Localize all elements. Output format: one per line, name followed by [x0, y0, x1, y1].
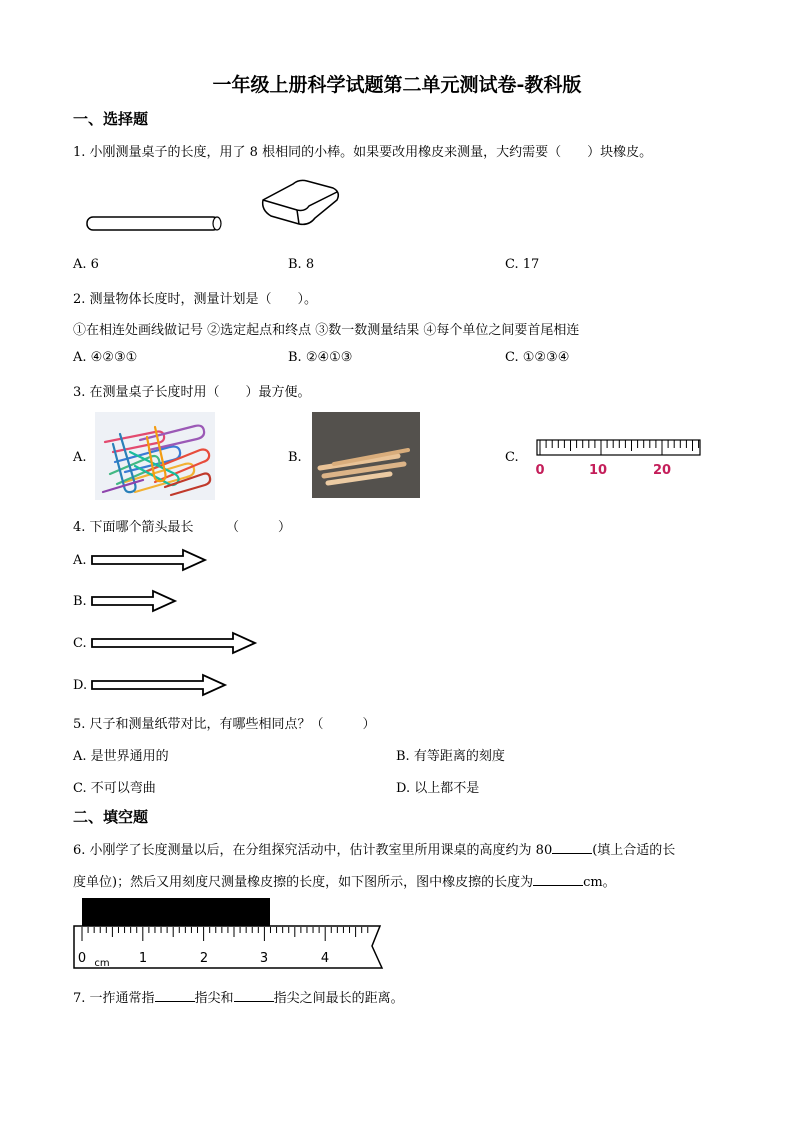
q6-blank-2[interactable] — [533, 873, 583, 886]
q2-option-b: B. ②④①③ — [288, 350, 353, 365]
ruler-image — [534, 436, 704, 480]
question-1-stem: 1. 小刚测量桌子的长度，用了 8 根相同的小棒。如果要改用橡皮来测量，大约需要（ ）块橡皮。 — [73, 145, 653, 160]
page-title: 一年级上册科学试题第二单元测试卷-教科版 — [212, 74, 582, 96]
q5-option-c: C. 不可以弯曲 — [73, 781, 156, 796]
question-6-line-1 — [73, 839, 675, 858]
ruler-label-10: 10 — [588, 463, 608, 478]
q6-line2-post: cm。 — [583, 875, 616, 890]
q1-option-c: C. 17 — [505, 257, 540, 272]
q2-option-a: A. ④②③① — [73, 350, 138, 365]
q2-option-c: C. ①②③④ — [505, 350, 570, 365]
q4-option-b: B. — [73, 594, 87, 609]
q6-ruler-label-2: 2 — [199, 951, 209, 966]
q5-option-d: D. 以上都不是 — [396, 781, 480, 796]
q3-option-a: A. — [73, 450, 87, 465]
q6-ruler-label-1: 1 — [138, 951, 148, 966]
q6-line2-pre: 度单位)；然后又用刻度尺测量橡皮擦的长度，如下图所示，图中橡皮擦的长度为 — [73, 875, 534, 890]
q7-pre: 7. 一拃通常指 — [73, 991, 155, 1006]
question-6-line-2 — [73, 871, 616, 890]
question-4-stem: 4. 下面哪个箭头最长 （ ） — [73, 520, 292, 535]
sticks-photo-image — [312, 412, 420, 498]
q6-ruler-label-3: 3 — [259, 951, 269, 966]
q4-option-a: A. — [73, 553, 87, 568]
q3-option-b: B. — [288, 450, 302, 465]
question-2-stem: 2. 测量物体长度时，测量计划是（ ）。 — [73, 292, 318, 307]
q6-ruler-label-4: 4 — [320, 951, 330, 966]
ruler-eraser-diagram — [72, 896, 388, 974]
section-heading-fill: 二、填空题 — [73, 808, 149, 826]
arrow-c-icon — [91, 631, 259, 655]
ruler-label-0: 0 — [535, 463, 545, 478]
question-3-stem: 3. 在测量桌子长度时用（ ）最方便。 — [73, 385, 311, 400]
section-heading-choice: 一、选择题 — [73, 110, 149, 128]
arrow-a-icon — [91, 548, 209, 572]
q7-blank-2[interactable] — [234, 989, 274, 1002]
eraser-image — [257, 178, 343, 228]
q4-option-d: D. — [73, 678, 88, 693]
arrow-d-icon — [91, 673, 229, 697]
q6-line1-post: (填上合适的长 — [592, 843, 676, 858]
ruler-label-20: 20 — [652, 463, 672, 478]
paperclips-image — [95, 412, 215, 500]
arrow-b-icon — [91, 589, 179, 613]
q5-option-b: B. 有等距离的刻度 — [396, 749, 505, 764]
q6-ruler-label-0: 0 — [77, 951, 87, 966]
q6-ruler-unit: cm — [94, 958, 110, 969]
q7-post: 指尖之间最长的距离。 — [273, 991, 404, 1006]
q3-option-c: C. — [505, 450, 519, 465]
question-7 — [73, 987, 404, 1006]
q6-line1-pre: 6. 小刚学了长度测量以后，在分组探究活动中，估计教室里所用课桌的高度约为 80 — [73, 843, 553, 858]
q7-blank-1[interactable] — [155, 989, 195, 1002]
stick-image — [85, 212, 227, 236]
q1-option-b: B. 8 — [288, 257, 315, 272]
eraser-bar — [82, 898, 270, 926]
q1-option-a: A. 6 — [73, 257, 99, 272]
q4-option-c: C. — [73, 636, 87, 651]
q7-mid: 指尖和 — [194, 991, 234, 1006]
q6-blank-1[interactable] — [552, 841, 592, 854]
q5-option-a: A. 是世界通用的 — [73, 749, 169, 764]
question-2-statement: ①在相连处画线做记号 ②选定起点和终点 ③数一数测量结果 ④每个单位之间要首尾相连 — [73, 323, 580, 338]
question-5-stem: 5. 尺子和测量纸带对比，有哪些相同点？（ ） — [73, 717, 376, 732]
